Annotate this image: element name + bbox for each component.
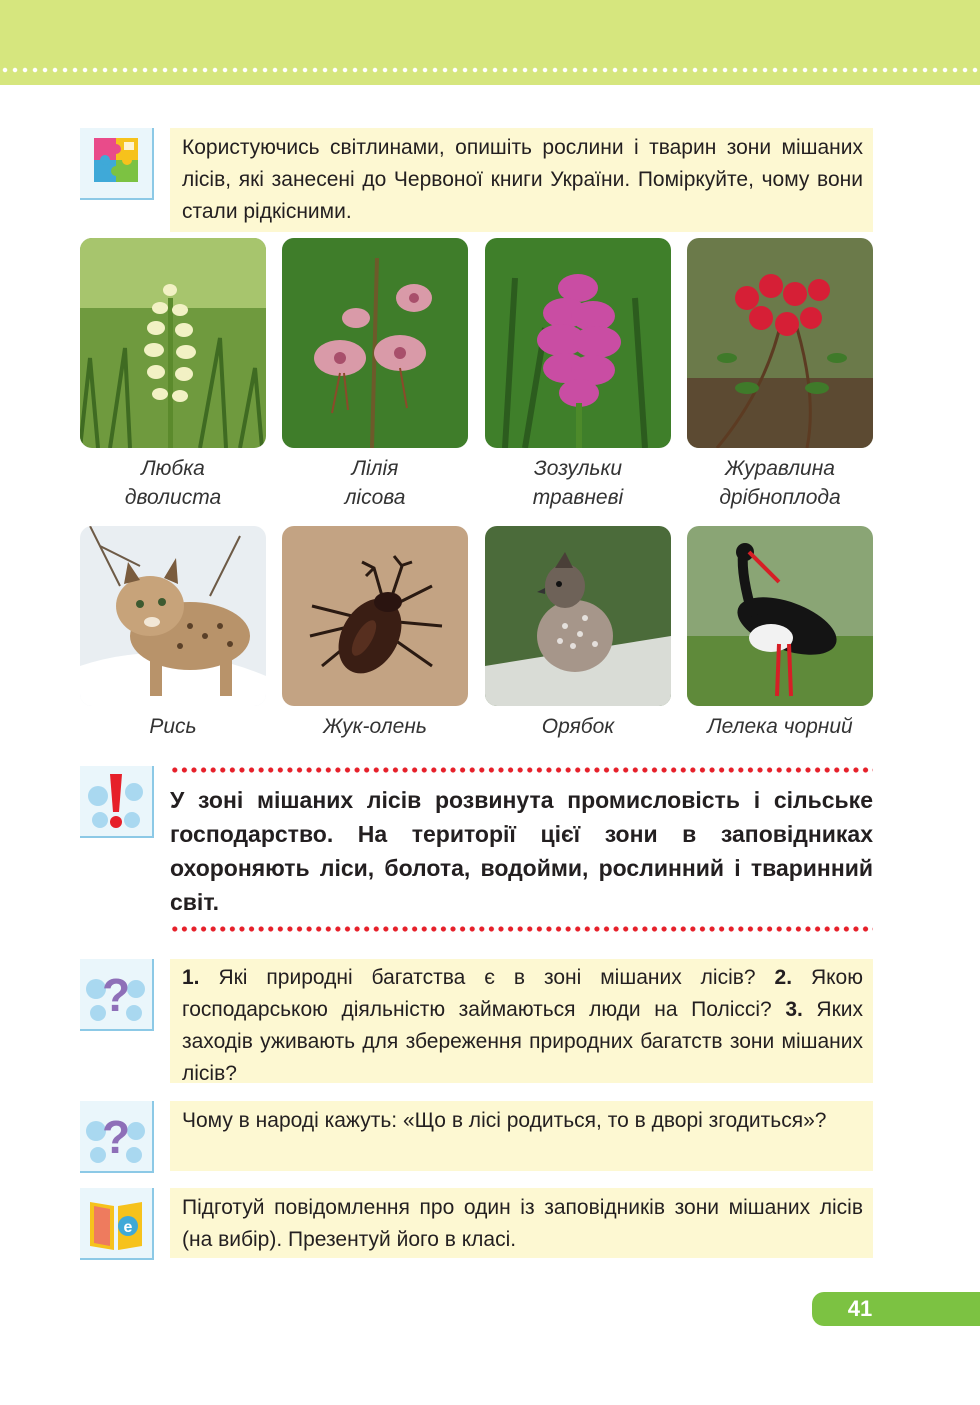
caption-zozulky-travnevi <box>485 454 671 512</box>
caption-line: лісова <box>344 486 406 509</box>
caption-line: Журавлина <box>725 457 835 480</box>
caption-line: Лелека чорний <box>707 715 853 738</box>
important-text-content: У зоні мішаних лісів розвинута промисловість і сільське господарство. На території цієї зони в заповідниках охороняють ліси, болота, водойми, рослинний і тваринний світ. <box>170 787 873 915</box>
caption-leleka-chornyi <box>676 712 884 741</box>
caption-lyubka-dvolysta <box>80 454 266 512</box>
photo-liliya-lisova <box>282 238 468 448</box>
svg-text:e: e <box>123 1219 133 1236</box>
proverb-text: Чому в народі кажуть: «Що в лісі родиться, то в дворі згодиться»? <box>182 1109 827 1132</box>
caption-oryabok <box>485 712 671 741</box>
caption-line: Рись <box>149 715 197 738</box>
book-icon <box>80 1188 154 1260</box>
photo-oryabok <box>485 526 671 706</box>
question-text: Яких заходів уживають для збереження природних багатств зони мішаних лісів? <box>182 998 864 1085</box>
proverb-box <box>170 1101 873 1171</box>
photo-rys <box>80 526 266 706</box>
caption-zhuk-olen <box>282 712 468 741</box>
svg-text:?: ? <box>101 1111 131 1163</box>
caption-liliya-lisova <box>282 454 468 512</box>
question-icon <box>80 1101 154 1173</box>
project-text: Підготуй повідомлення про один із заповідників зони мішаних лісів (на вибір). Презентуй його в класі. <box>182 1196 863 1251</box>
caption-line: дрібноплода <box>719 486 841 509</box>
question-text: Якою господарською діяльністю займаються люди на Поліссі? <box>182 966 863 1021</box>
photo-lyubka-dvolysta <box>80 238 266 448</box>
caption-line: дволиста <box>124 486 222 509</box>
exclamation-icon <box>80 766 154 838</box>
caption-line: Любка <box>141 457 205 480</box>
question-number: 2. <box>774 966 793 989</box>
photo-leleka-chornyi <box>687 526 873 706</box>
task-puzzle-box <box>170 128 873 232</box>
caption-line: травневі <box>532 486 624 509</box>
question-text: Які природні багатства є в зоні мішаних лісів? <box>199 966 775 989</box>
page-number: 41 <box>847 1296 873 1321</box>
red-dotted-line-top <box>170 766 873 774</box>
svg-text:?: ? <box>101 969 131 1021</box>
photo-zhuk-olen <box>282 526 468 706</box>
caption-line: Жук-олень <box>323 715 427 738</box>
caption-line: Лілія <box>351 457 399 480</box>
red-dotted-line-bottom <box>170 925 873 933</box>
caption-line: Орябок <box>541 715 615 738</box>
page-number-tab <box>812 1292 980 1326</box>
photo-zhuravlyna-dribnoploda <box>687 238 873 448</box>
questions-box <box>170 959 873 1083</box>
question-icon <box>80 959 154 1031</box>
caption-zhuravlyna-dribnoploda <box>687 454 873 512</box>
project-box <box>170 1188 873 1258</box>
puzzle-icon <box>80 128 154 200</box>
task-puzzle-text: Користуючись світлинами, опишіть рослини і тварин зони мішаних лісів, які занесені до Червоної книги України. Поміркуйте, чому вони стали рідкісними. <box>182 136 863 223</box>
photo-zozulky-travnevi <box>485 238 671 448</box>
caption-line: Зозульки <box>533 457 623 480</box>
question-number: 3. <box>785 998 803 1021</box>
important-text <box>170 783 873 919</box>
question-number: 1. <box>182 966 200 989</box>
top-dotted-line <box>0 66 980 74</box>
caption-rys <box>80 712 266 741</box>
